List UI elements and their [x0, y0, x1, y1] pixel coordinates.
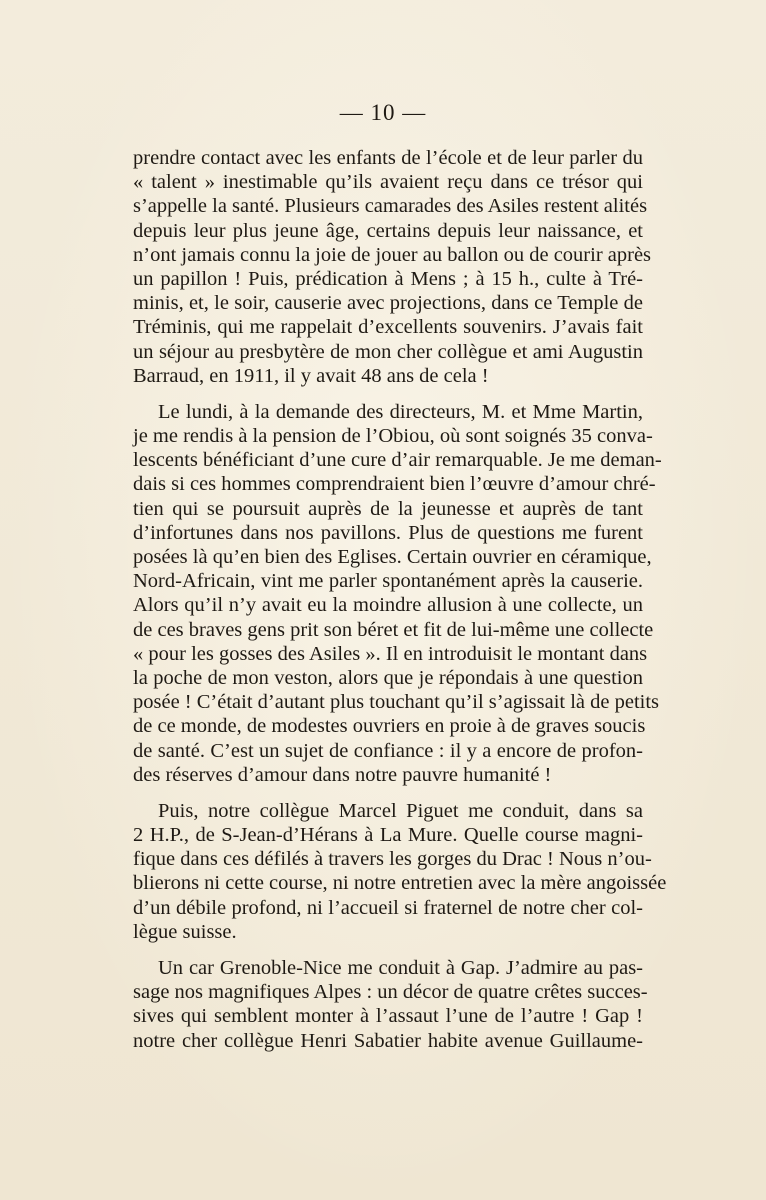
text-line: notre cher collègue Henri Sabatier habite avenue Guillaume-: [133, 1029, 643, 1052]
text-line: lègue suisse.: [133, 920, 237, 943]
text-line: Nord-Africain, vint me parler spontanément après la causerie.: [133, 570, 643, 593]
text-line: de ces braves gens prit son béret et fit de lui-même une collecte: [133, 618, 654, 641]
text-line: sage nos magnifiques Alpes : un décor de quatre crêtes succes-: [133, 981, 648, 1004]
text-line: dais si ces hommes comprendraient bien l’œuvre d’amour chré-: [133, 473, 656, 496]
text-line: Puis, notre collègue Marcel Piguet me conduit, dans sa: [158, 799, 643, 822]
text-line: Un car Grenoble-Nice me conduit à Gap. J’admire au pas-: [158, 957, 643, 979]
text-line: fique dans ces défilés à travers les gorges du Drac ! Nous n’ou-: [133, 848, 652, 871]
text-line: Tréminis, qui me rappelait d’excellents souvenirs. J’avais fait: [133, 316, 643, 339]
text-line: d’un débile profond, ni l’accueil si fraternel de notre cher col-: [133, 896, 643, 919]
text-line: 2 H.P., de S-Jean-d’Hérans à La Mure. Quelle course magni-: [133, 824, 643, 847]
text-line: Alors qu’il n’y avait eu la moindre allusion à une collecte, un: [133, 594, 643, 617]
text-line: je me rendis à la pension de l’Obiou, où sont soignés 35 conva-: [133, 425, 653, 448]
paragraph-4: [133, 956, 648, 1053]
text-line: « talent » inestimable qu’ils avaient reçu dans ce trésor qui: [133, 171, 643, 194]
text-line: n’ont jamais connu la joie de jouer au ballon ou de courir après: [133, 243, 652, 266]
text-line: posée ! C’était d’autant plus touchant qu’il s’agissait là de petits: [133, 691, 660, 714]
text-line: tien qui se poursuit auprès de la jeunesse et auprès de tant: [133, 497, 643, 520]
text-line: des réserves d’amour dans notre pauvre humanité !: [133, 763, 552, 786]
body-text: [133, 146, 667, 1065]
text-line: « pour les gosses des Asiles ». Il en introduisit le montant dans: [133, 642, 648, 665]
paragraph-3: [133, 799, 667, 944]
text-line: lescents bénéficiant d’une cure d’air remarquable. Je me deman-: [133, 449, 662, 472]
text-line: un papillon ! Puis, prédication à Mens ; à 15 h., culte à Tré-: [133, 267, 643, 290]
text-line: de ce monde, de modestes ouvriers en proie à de graves soucis: [133, 715, 646, 738]
text-line: depuis leur plus jeune âge, certains depuis leur naissance, et: [133, 219, 643, 242]
text-line: prendre contact avec les enfants de l’école et de leur parler du: [133, 147, 643, 169]
text-line: d’infortunes dans nos pavillons. Plus de questions me furent: [133, 521, 643, 544]
text-line: s’appelle la santé. Plusieurs camarades des Asiles restent alités: [133, 195, 648, 218]
text-line: la poche de mon veston, alors que je répondais à une question: [133, 666, 643, 689]
text-line: de santé. C’est un sujet de confiance : il y a encore de profon-: [133, 739, 643, 762]
paragraph-2: [133, 400, 662, 787]
text-line: Barraud, en 1911, il y avait 48 ans de cela !: [133, 364, 489, 387]
text-line: sives qui semblent monter à l’assaut l’une de l’autre ! Gap !: [133, 1005, 643, 1028]
text-line: blierons ni cette course, ni notre entretien avec la mère angoissée: [133, 872, 667, 895]
text-line: minis, et, le soir, causerie avec projections, dans ce Temple de: [133, 292, 643, 315]
text-line: un séjour au presbytère de mon cher collègue et ami Augustin: [133, 340, 643, 363]
text-line: posées là qu’en bien des Eglises. Certain ouvrier en céramique,: [133, 546, 652, 568]
text-line: Le lundi, à la demande des directeurs, M. et Mme Martin,: [158, 400, 643, 423]
page-number: — 10 —: [339, 100, 427, 125]
paragraph-1: [133, 146, 652, 388]
